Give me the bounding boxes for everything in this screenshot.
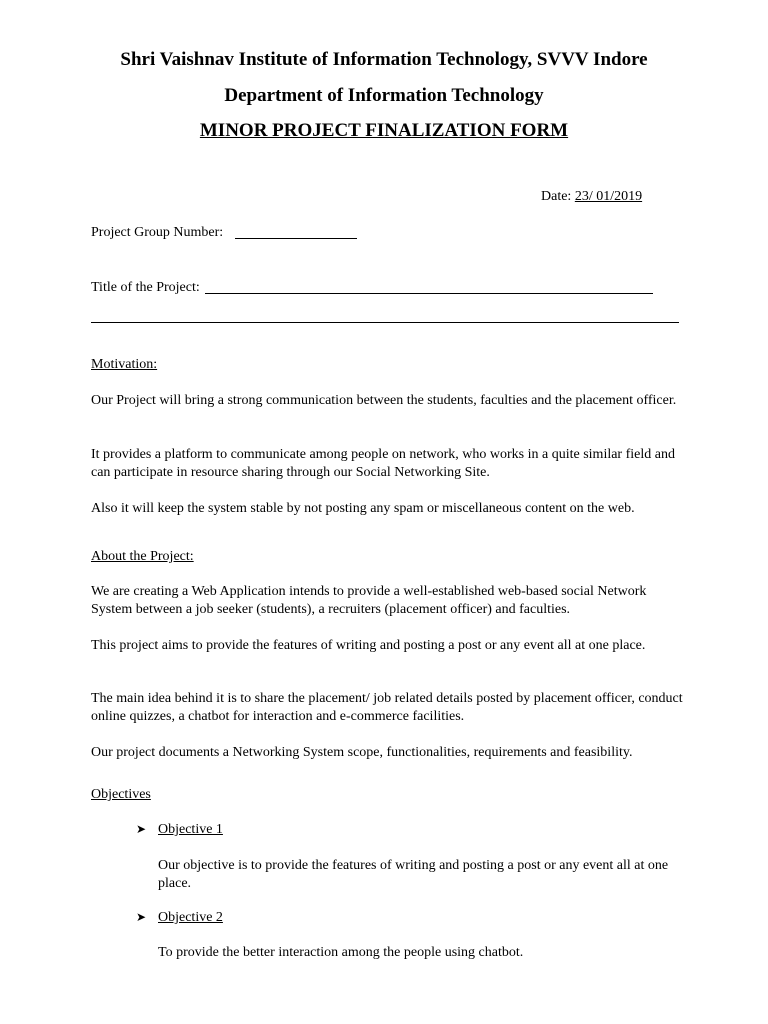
objective-title: Objective 2 xyxy=(158,910,223,925)
project-title-blank-line-2 xyxy=(91,322,679,323)
department-name: Department of Information Technology xyxy=(224,85,544,106)
form-title: MINOR PROJECT FINALIZATION FORM xyxy=(199,120,569,141)
objective-text: To provide the better interaction among the people using chatbot. xyxy=(158,945,524,960)
date-field xyxy=(541,188,642,206)
motivation-paragraph: It provides a platform to communicate among people on network, who works in a quite similar field and can participate in resource sharing through our Social Networking Site. xyxy=(91,447,675,480)
about-paragraph: The main idea behind it is to share the placement/ job related details posted by placement officer, conduct online quizzes, a chatbot for interaction and e-commerce facilities. xyxy=(91,691,683,724)
date-value: 23/ 01/2019 xyxy=(574,189,643,204)
about-paragraph: We are creating a Web Application intends to provide a well-established web-based social Network System between a job seeker (students), a recruiters (placement officer) and faculties. xyxy=(91,584,647,617)
arrow-bullet-icon: ➤ xyxy=(136,822,147,836)
group-number-blank-line xyxy=(235,238,357,239)
about-paragraph: This project aims to provide the features of writing and posting a post or any event all at one place. xyxy=(91,638,646,653)
about-paragraph: Our project documents a Networking System scope, functionalities, requirements and feasibility. xyxy=(91,745,633,760)
objective-title: Objective 1 xyxy=(158,822,223,837)
about-heading: About the Project: xyxy=(91,549,194,564)
objectives-heading: Objectives xyxy=(91,787,151,802)
objective-text: Our objective is to provide the features of writing and posting a post or any event all at one place. xyxy=(158,858,669,891)
project-title-blank-line xyxy=(205,293,653,294)
date-label: Date: xyxy=(541,189,572,204)
motivation-paragraph: Our Project will bring a strong communication between the students, faculties and the placement officer. xyxy=(91,393,677,408)
project-title-label: Title of the Project: xyxy=(91,280,200,295)
arrow-bullet-icon: ➤ xyxy=(136,910,147,924)
motivation-heading: Motivation: xyxy=(91,357,158,372)
institute-name: Shri Vaishnav Institute of Information Technology, SVVV Indore xyxy=(120,49,648,70)
motivation-paragraph: Also it will keep the system stable by not posting any spam or miscellaneous content on the web. xyxy=(91,501,635,516)
group-number-label: Project Group Number: xyxy=(91,225,224,240)
